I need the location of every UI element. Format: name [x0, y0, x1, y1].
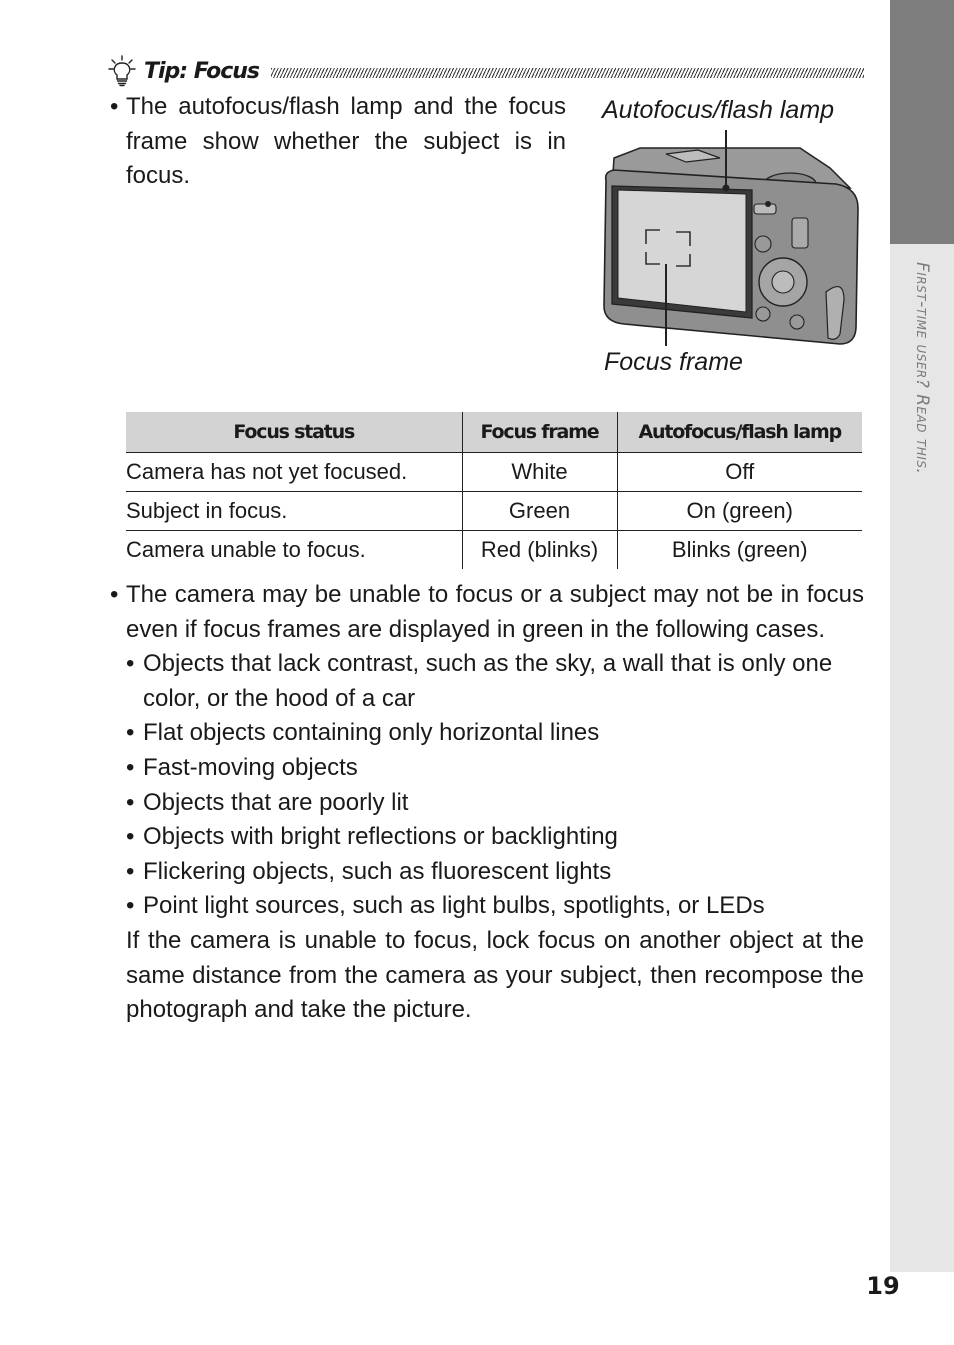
- table-row: [126, 492, 862, 531]
- bullet: •: [126, 892, 135, 920]
- table-cell: Red (blinks): [462, 531, 617, 570]
- section-label: First-time user? Read this.: [912, 262, 932, 475]
- bullet: •: [126, 823, 135, 851]
- table-cell: Off: [617, 453, 862, 492]
- frame-leader-line: [665, 264, 667, 346]
- table-header-row: [126, 412, 862, 453]
- focus-status-table: [126, 412, 862, 569]
- list-item-text: Objects that are poorly lit: [143, 788, 409, 816]
- notes-closing: If the camera is unable to focus, lock focus on another object at the same distance from the camera as your subject, then recompose the photograph and take the picture.: [126, 926, 864, 1024]
- bullet: •: [126, 753, 135, 781]
- table-cell: Subject in focus.: [126, 492, 462, 531]
- list-item-text: Flat objects containing only horizontal lines: [143, 719, 600, 747]
- list-item: [126, 647, 864, 716]
- table-cell: Green: [462, 492, 617, 531]
- bullet: •: [110, 581, 119, 608]
- tip-intro-text: The autofocus/flash lamp and the focus frame show whether the subject is in focus.: [126, 93, 566, 190]
- tip-header: [108, 54, 864, 88]
- callout-focus-frame: Focus frame: [604, 348, 743, 376]
- focus-cases-list: [126, 647, 864, 924]
- list-item-text: Objects that lack contrast, such as the sky, a wall that is only one color, or the hood of a car: [143, 650, 833, 712]
- list-item-text: Fast-moving objects: [143, 753, 358, 781]
- table-row: [126, 531, 862, 570]
- bullet: •: [126, 650, 135, 678]
- bullet: •: [126, 719, 135, 747]
- lightbulb-icon: [108, 55, 136, 87]
- lamp-leader-line: [725, 130, 727, 188]
- page-number: 19: [866, 1272, 900, 1300]
- callout-autofocus-lamp: Autofocus/flash lamp: [602, 96, 835, 124]
- camera-illustration: [600, 128, 862, 350]
- table-header: Focus status: [126, 412, 462, 453]
- list-item-text: Flickering objects, such as fluorescent lights: [143, 857, 612, 885]
- tip-rule: [271, 68, 864, 78]
- focus-notes: [110, 578, 864, 1028]
- section-tab: [890, 0, 954, 244]
- table-header: Focus frame: [462, 412, 617, 453]
- list-item: [126, 751, 864, 786]
- list-item: [126, 786, 864, 821]
- bullet: •: [110, 93, 119, 120]
- tip-title: Tip: Focus: [144, 58, 259, 84]
- list-item: [126, 855, 864, 890]
- table-header: Autofocus/flash lamp: [617, 412, 862, 453]
- table-cell: Camera has not yet focused.: [126, 453, 462, 492]
- table-row: [126, 453, 862, 492]
- table-cell: Camera unable to focus.: [126, 537, 366, 562]
- tip-intro: [110, 90, 566, 194]
- notes-intro: [110, 578, 864, 647]
- table-cell: Blinks (green): [617, 531, 862, 570]
- bullet: •: [126, 788, 135, 816]
- bullet: •: [126, 857, 135, 885]
- table-cell: On (green): [617, 492, 862, 531]
- list-item: [126, 889, 864, 924]
- list-item-text: Point light sources, such as light bulbs, spotlights, or LEDs: [143, 892, 765, 920]
- list-item-text: Objects with bright reflections or backlighting: [143, 823, 618, 851]
- table-cell: White: [462, 453, 617, 492]
- list-item: [126, 820, 864, 855]
- notes-intro-text: The camera may be unable to focus or a subject may not be in focus even if focus frames are displayed in green in the following cases.: [126, 581, 864, 643]
- list-item: [126, 716, 864, 751]
